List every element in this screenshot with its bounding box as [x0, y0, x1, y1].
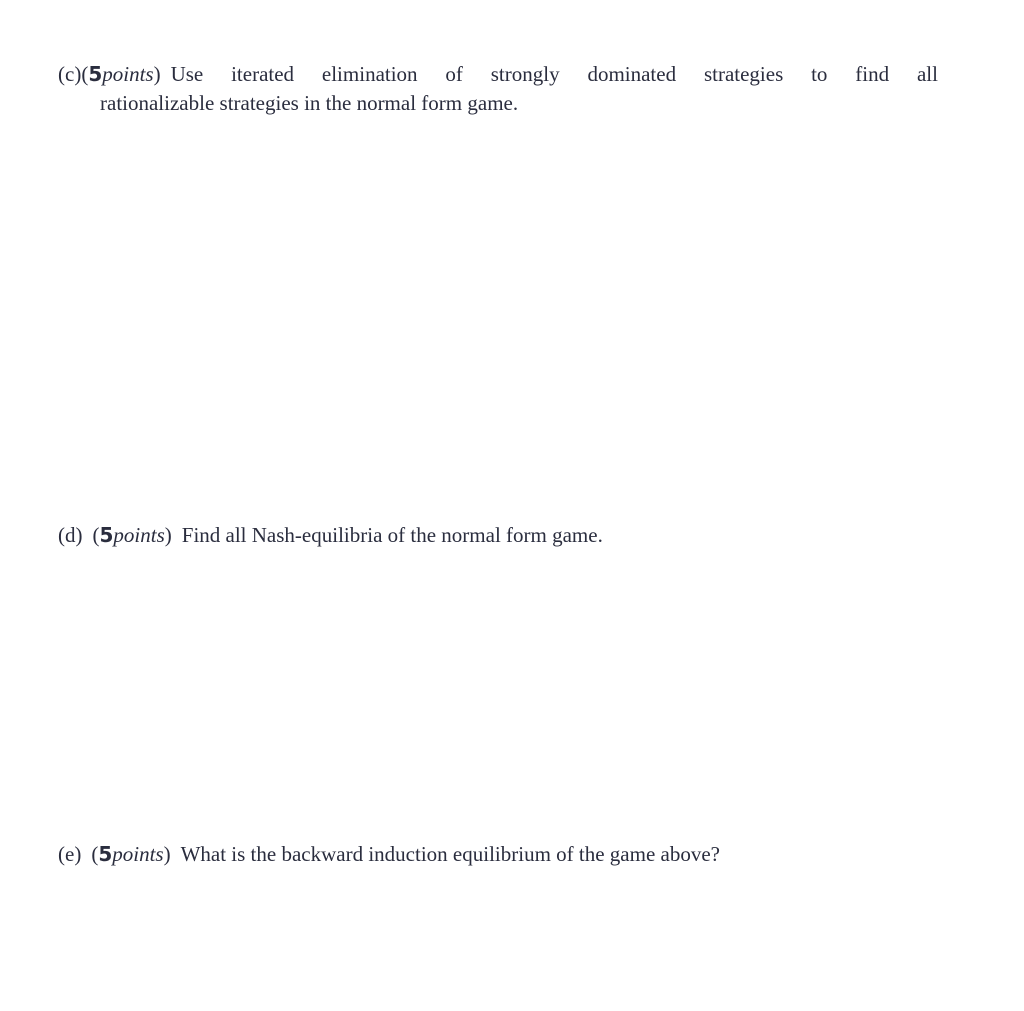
question-c-label: (c)	[58, 62, 82, 86]
word: of	[445, 62, 463, 86]
word: all	[916, 62, 938, 86]
question-d	[58, 521, 938, 550]
points-number: 5	[99, 523, 114, 547]
points-close-paren: )	[164, 523, 172, 547]
question-d-text: Find all Nash-equilibria of the normal form game.	[181, 523, 603, 547]
points-close-paren: )	[153, 62, 161, 86]
question-d-points	[93, 523, 172, 547]
points-word: points	[102, 62, 154, 86]
word: strongly	[490, 62, 560, 86]
question-c	[58, 60, 938, 118]
points-word: points	[112, 842, 164, 866]
points-open-paren: (	[81, 62, 89, 86]
question-e-points	[91, 842, 170, 866]
word: elimination	[321, 62, 418, 86]
question-c-line1	[58, 60, 938, 89]
points-open-paren: (	[91, 842, 99, 866]
word: Use	[170, 62, 204, 86]
question-e-text: What is the backward induction equilibrium of the game above?	[180, 842, 720, 866]
word: iterated	[231, 62, 295, 86]
points-close-paren: )	[163, 842, 171, 866]
question-e	[58, 840, 938, 869]
points-number: 5	[88, 62, 103, 86]
points-word: points	[113, 523, 165, 547]
word: to	[811, 62, 828, 86]
word: strategies	[703, 62, 784, 86]
points-open-paren: (	[92, 523, 100, 547]
question-e-label: (e)	[58, 842, 82, 866]
question-c-points	[81, 60, 160, 89]
word: find	[855, 62, 890, 86]
points-number: 5	[98, 842, 113, 866]
question-c-text-line2: rationalizable strategies in the normal form game.	[100, 91, 519, 115]
question-c-text-line1	[171, 60, 938, 89]
word: dominated	[587, 62, 677, 86]
question-d-label: (d)	[58, 523, 83, 547]
